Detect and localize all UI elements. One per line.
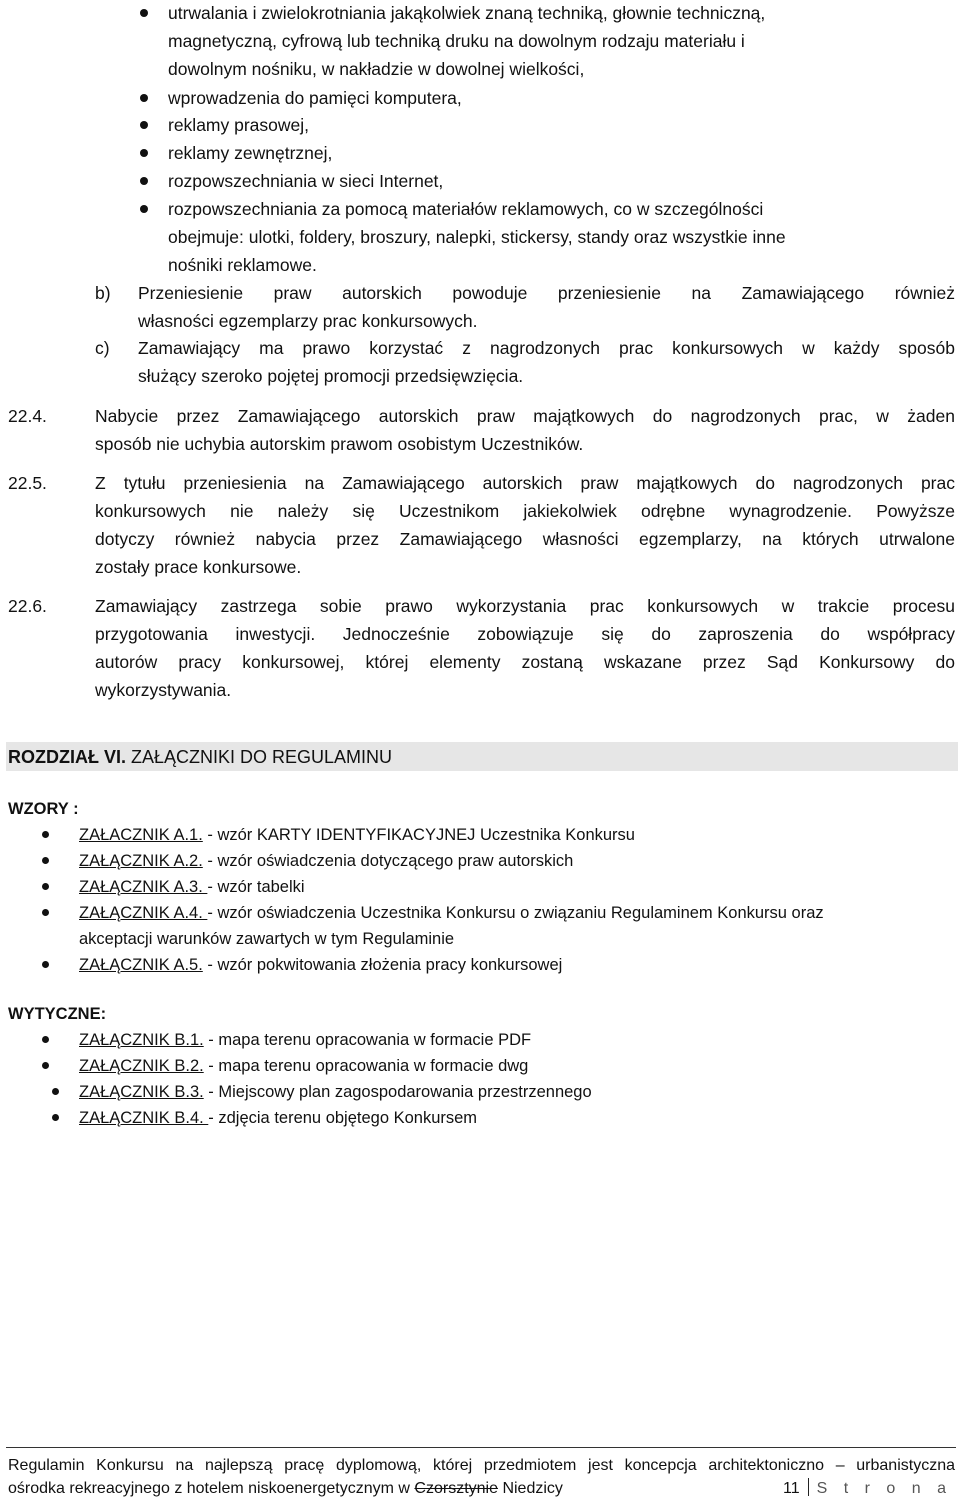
- page-word: S t r o n a: [816, 1480, 952, 1497]
- paragraph-line: wykorzystywania.: [95, 680, 232, 700]
- list-item-line: obejmuje: ulotki, foldery, broszury, nalepki, stickersy, standy oraz wszystkie inne: [168, 227, 786, 247]
- attachment-link[interactable]: ZAŁACZNIK A.1.: [79, 826, 203, 844]
- attachment-desc: - Miejscowy plan zagospodarowania przestrzennego: [203, 1083, 592, 1101]
- section-number: ROZDZIAŁ VI.: [8, 747, 126, 767]
- footer-text: ośrodka rekreacyjnego z hotelem niskoenergetycznym w: [8, 1480, 415, 1497]
- attachment-link[interactable]: ZAŁĄCZNIK B.3.: [79, 1083, 204, 1101]
- section-title: ZAŁĄCZNIKI DO REGULAMINU: [126, 747, 393, 767]
- bullet-icon: [52, 1114, 59, 1121]
- paragraph-line: Z tytułu przeniesienia na Zamawiającego autorskich praw majątkowych do nagrodzonych prac: [95, 473, 955, 493]
- paragraph-line: dotyczy również nabycia przez Zamawiającego własności egzemplarzy, na których utrwalone: [95, 529, 955, 549]
- paragraph-line: sposób nie uchybia autorskim prawom osobistym Uczestników.: [95, 434, 584, 454]
- paragraph-line: autorów pracy konkursowej, której elementy zostaną wskazane przez Sąd Konkursowy do: [95, 652, 955, 672]
- attachment-desc: - wzór pokwitowania złożenia pracy konkursowej: [202, 956, 563, 974]
- item-marker: b): [95, 283, 111, 303]
- attachment-desc: - wzór tabelki: [207, 878, 305, 896]
- bullet-icon: [140, 177, 148, 185]
- paragraph-line: przygotowania inwestycji. Jednocześnie zobowiązuje się do zaproszenia do współpracy: [95, 624, 955, 644]
- item-marker: c): [95, 338, 110, 358]
- footer-divider: [6, 1447, 956, 1448]
- list-item-line: wprowadzenia do pamięci komputera,: [168, 88, 462, 108]
- bullet-icon: [42, 831, 49, 838]
- page-number-value: 11: [783, 1480, 800, 1497]
- bullet-icon: [42, 1062, 49, 1069]
- item-text: służący szeroko pojętej promocji przedsięwzięcia.: [138, 366, 524, 386]
- attachment-link[interactable]: ZAŁĄCZNIK A.4.: [79, 904, 208, 922]
- attachment-desc: - mapa terenu opracowania w formacie dwg: [203, 1057, 529, 1075]
- wytyczne-heading: WYTYCZNE:: [8, 1005, 107, 1023]
- attachment-link[interactable]: ZAŁĄCZNIK A.5.: [79, 956, 203, 974]
- attachment-item: [79, 1029, 531, 1051]
- attachment-link[interactable]: ZAŁĄCZNIK B.1.: [79, 1031, 204, 1049]
- footer-struck-text: Czorsztynie: [414, 1480, 498, 1497]
- bullet-icon: [42, 961, 49, 968]
- bullet-icon: [42, 909, 49, 916]
- attachment-item: [79, 954, 562, 976]
- attachment-link[interactable]: ZAŁĄCZNIK A.3.: [79, 878, 208, 896]
- list-item-line: reklamy zewnętrznej,: [168, 143, 333, 163]
- list-item-line: utrwalania i zwielokrotniania jakąkolwiek znaną techniką, głownie techniczną,: [168, 3, 766, 23]
- bullet-icon: [140, 121, 148, 129]
- page-separator: [808, 1478, 809, 1496]
- bullet-icon: [140, 149, 148, 157]
- paragraph-line: Zamawiający zastrzega sobie prawo wykorzystania prac konkursowych w trakcie procesu: [95, 596, 955, 616]
- attachment-link[interactable]: ZAŁĄCZNIK A.2.: [79, 852, 203, 870]
- paragraph-line: zostały prace konkursowe.: [95, 557, 302, 577]
- bullet-icon: [140, 94, 148, 102]
- attachment-item: [79, 1055, 528, 1077]
- paragraph-line: Nabycie przez Zamawiającego autorskich praw majątkowych do nagrodzonych prac, w żaden: [95, 406, 955, 426]
- wzory-heading: WZORY :: [8, 800, 79, 818]
- paragraph-line: konkursowych nie należy się Uczestnikom jakiekolwiek odrębne wynagrodzenie. Powyższe: [95, 501, 955, 521]
- list-item-line: dowolnym nośniku, w nakładzie w dowolnej wielkości,: [168, 59, 585, 79]
- attachment-item: [79, 824, 635, 846]
- paragraph-number: 22.6.: [8, 596, 47, 616]
- list-item-line: rozpowszechniania w sieci Internet,: [168, 171, 444, 191]
- attachment-desc: - zdjęcia terenu objętego Konkursem: [208, 1109, 478, 1127]
- attachment-link[interactable]: ZAŁĄCZNIK B.4.: [79, 1109, 209, 1127]
- attachment-desc: - wzór oświadczenia dotyczącego praw autorskich: [202, 852, 574, 870]
- bullet-icon: [42, 1036, 49, 1043]
- attachment-desc: - wzór KARTY IDENTYFIKACYJNEJ Uczestnika Konkursu: [202, 826, 635, 844]
- footer-text: Niedzicy: [498, 1480, 563, 1497]
- attachment-link[interactable]: ZAŁĄCZNIK B.2.: [79, 1057, 204, 1075]
- item-text: Zamawiający ma prawo korzystać z nagrodzonych prac konkursowych w każdy sposób: [138, 338, 955, 358]
- attachment-item: [79, 1081, 592, 1103]
- attachment-item: [79, 876, 305, 898]
- attachment-item: [79, 1107, 477, 1129]
- list-item-line: reklamy prasowej,: [168, 115, 310, 135]
- paragraph-number: 22.5.: [8, 473, 47, 493]
- attachment-item: [79, 850, 573, 872]
- attachment-desc: - mapa terenu opracowania w formacie PDF: [203, 1031, 532, 1049]
- list-item-line: magnetyczną, cyfrową lub techniką druku na dowolnym rodzaju materiału i: [168, 31, 745, 51]
- list-item-line: rozpowszechniania za pomocą materiałów reklamowych, co w szczególności: [168, 199, 764, 219]
- footer-line-1: Regulamin Konkursu na najlepszą pracę dyplomową, której przedmiotem jest koncepcja architektoniczno – urbanistyczna: [8, 1457, 955, 1474]
- bullet-icon: [140, 9, 148, 17]
- attachment-desc: - wzór oświadczenia Uczestnika Konkursu o związaniu Regulaminem Konkursu oraz: [207, 904, 824, 922]
- footer-line-2: [8, 1478, 563, 1500]
- attachment-item: [79, 902, 824, 924]
- section-heading: [8, 746, 392, 768]
- bullet-icon: [140, 205, 148, 213]
- page-number: [783, 1478, 952, 1500]
- item-text: Przeniesienie praw autorskich powoduje przeniesienie na Zamawiającego również: [138, 283, 955, 303]
- item-text: własności egzemplarzy prac konkursowych.: [138, 311, 478, 331]
- bullet-icon: [52, 1088, 59, 1095]
- bullet-icon: [42, 857, 49, 864]
- list-item-line: nośniki reklamowe.: [168, 255, 317, 275]
- bullet-icon: [42, 883, 49, 890]
- paragraph-number: 22.4.: [8, 406, 47, 426]
- attachment-desc-cont: akceptacji warunków zawartych w tym Regulaminie: [79, 930, 455, 948]
